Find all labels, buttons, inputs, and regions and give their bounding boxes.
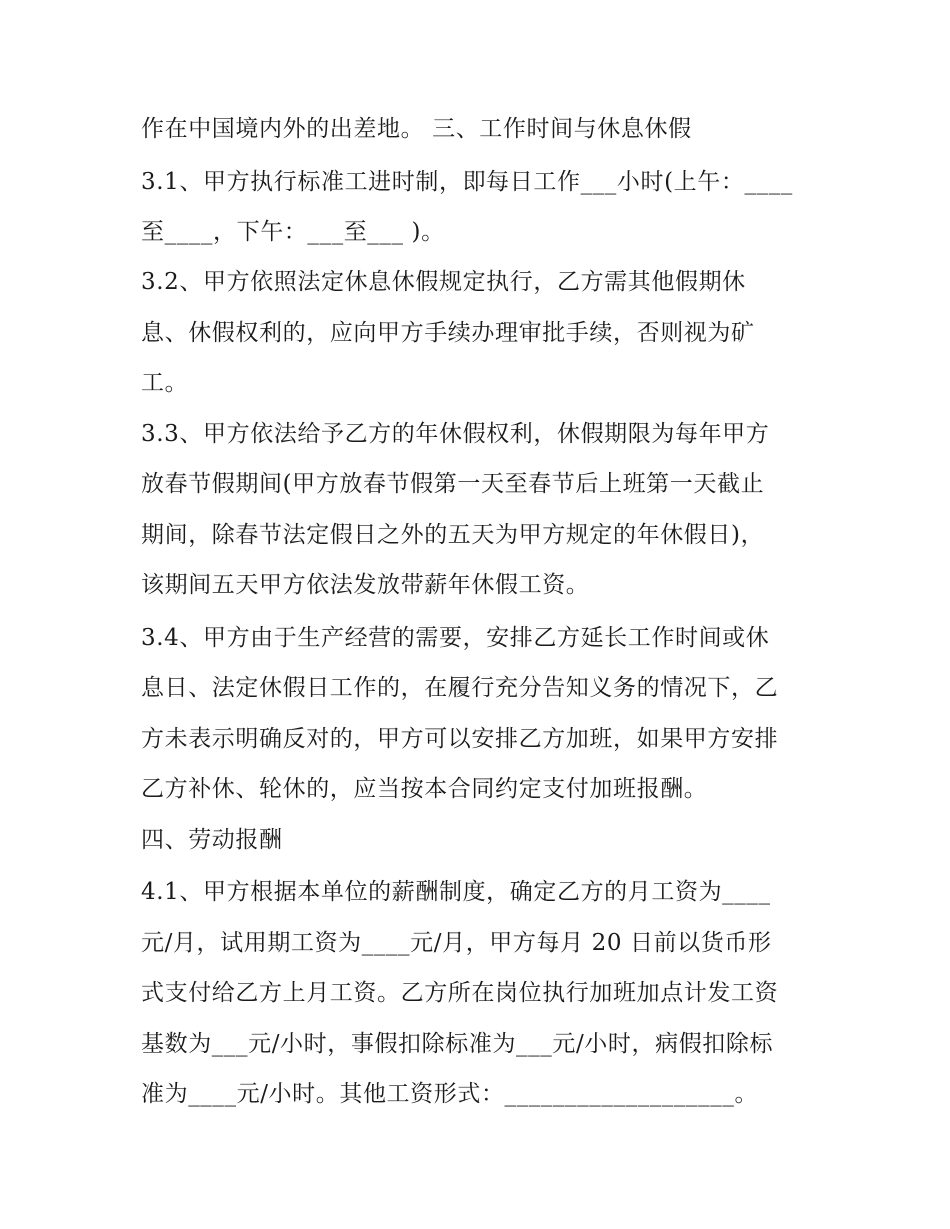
text-line: 该期间五天甲方依法发放带薪年休假工资。 bbox=[141, 572, 590, 598]
text-line: 放春节假期间(甲方放春节假第一天至春节后上班第一天截止 bbox=[141, 471, 765, 497]
text-line: 3.2、甲方依照法定休息休假规定执行，乙方需其他假期休 bbox=[141, 269, 746, 295]
text-line: 3.3、甲方依法给予乙方的年休假权利，休假期限为每年甲方 bbox=[141, 421, 770, 447]
text-line: 4.1、甲方根据本单位的薪酬制度，确定乙方的月工资为____ bbox=[141, 879, 771, 905]
text-line: 期间，除春节法定假日之外的五天为甲方规定的年休假日)， bbox=[141, 522, 765, 548]
text-line: 元/月，试用期工资为____元/月，甲方每月 20 日前以货币形 bbox=[141, 930, 772, 956]
text-line: 3.1、甲方执行标准工进时制，即每日工作___小时(上午：____ bbox=[141, 169, 793, 195]
text-line: 方未表示明确反对的，甲方可以安排乙方加班，如果甲方安排 bbox=[141, 726, 779, 752]
text-line: 工。 bbox=[141, 370, 189, 396]
text-line: 息、休假权利的，应向甲方手续办理审批手续，否则视为矿 bbox=[141, 320, 755, 346]
text-line: 基数为___元/小时，事假扣除标准为___元/小时，病假扣除标 bbox=[141, 1031, 774, 1057]
text-line: 3.4、甲方由于生产经营的需要，安排乙方延长工作时间或休 bbox=[141, 625, 770, 651]
text-line: 至____，下午：___至___ )。 bbox=[141, 219, 445, 245]
text-line: 息日、法定休假日工作的，在履行充分告知义务的情况下，乙 bbox=[141, 675, 779, 701]
text-line: 乙方补休、轮休的，应当按本合同约定支付加班报酬。 bbox=[141, 776, 708, 802]
text-line: 作在中国境内外的出差地。 三、工作时间与休息休假 bbox=[141, 116, 692, 142]
text-line: 式支付给乙方上月工资。乙方所在岗位执行加班加点计发工资 bbox=[141, 980, 779, 1006]
text-line: 准为____元/小时。其他工资形式：___________________。 bbox=[141, 1081, 759, 1107]
section-heading: 四、劳动报酬 bbox=[141, 827, 283, 853]
